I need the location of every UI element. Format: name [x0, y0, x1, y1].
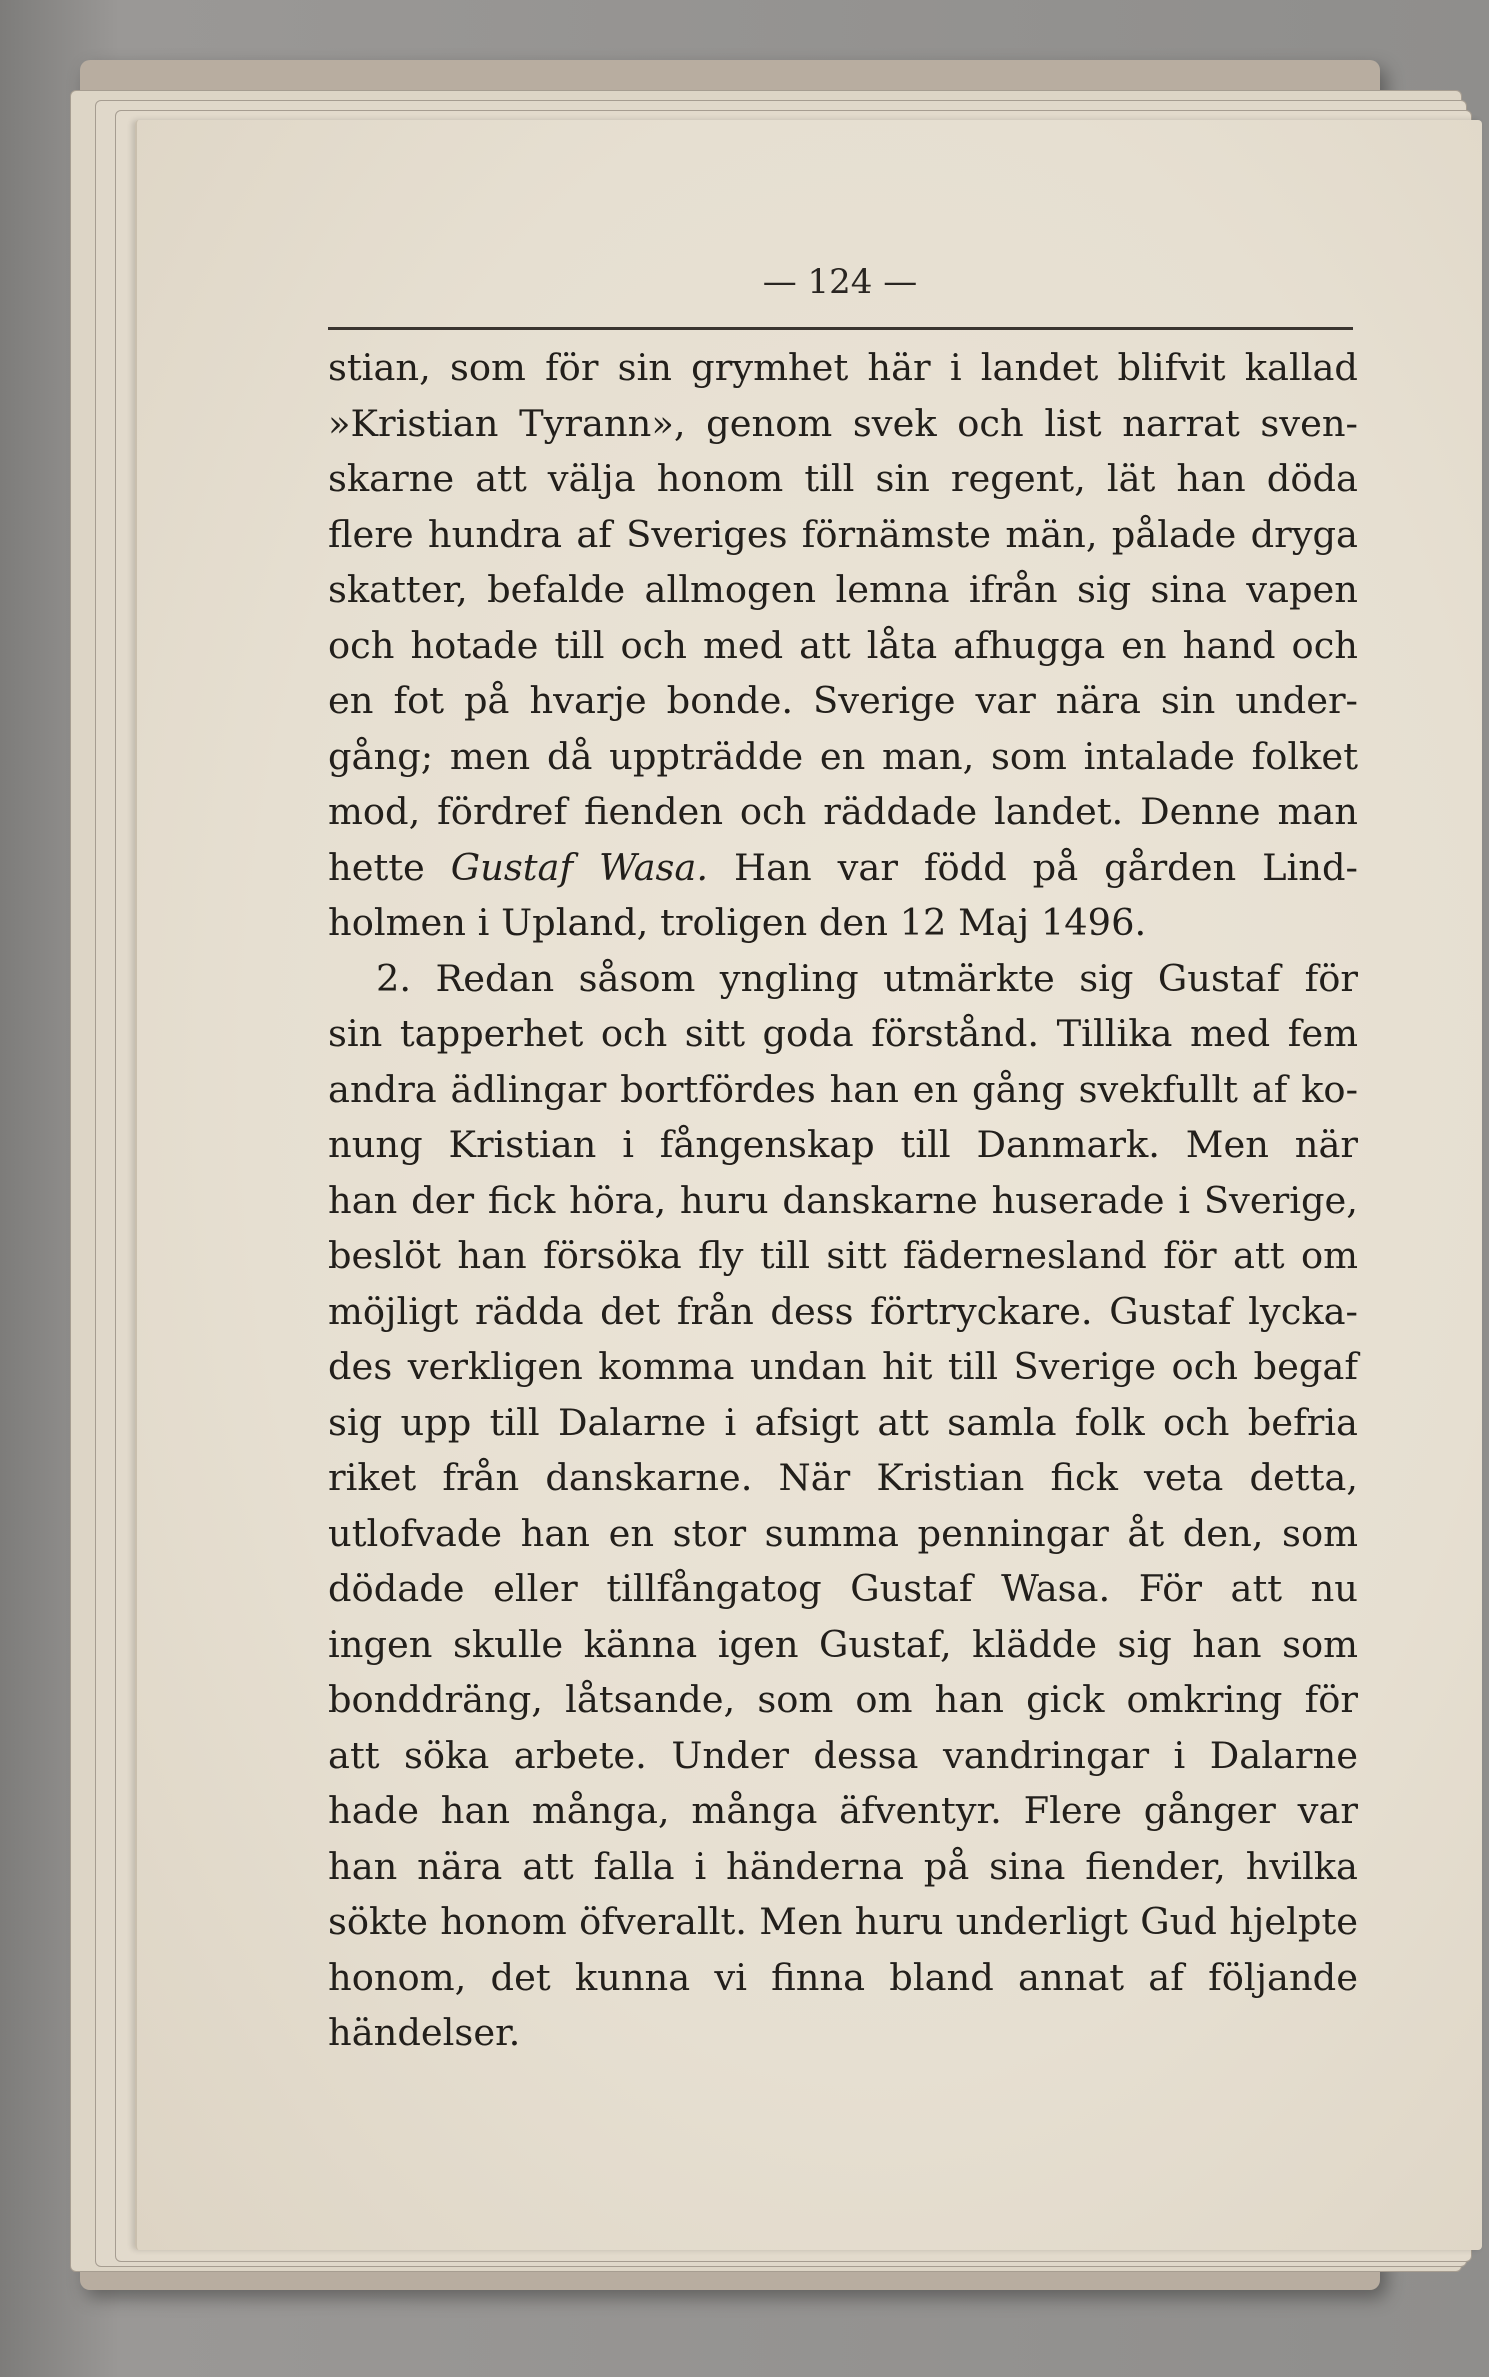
text-line: gång; men då uppträdde en man, som intalade folket: [328, 734, 1358, 778]
text-line: händelser.: [328, 2011, 521, 2054]
text-line: och hotade till och med att låta afhugga en hand och: [328, 623, 1358, 667]
text-line: stian, som för sin grymhet här i landet blifvit kallad: [328, 346, 1358, 389]
text-line: nung Kristian i fångenskap till Danmark. Men när: [328, 1123, 1358, 1166]
text-line: sökte honom öfverallt. Men huru underligt Gud hjelpte: [328, 1900, 1358, 1943]
text-line: bonddräng, låtsande, som om han gick omkring för: [328, 1678, 1358, 1721]
text-line: andra ädlingar bortfördes han en gång svekfullt af ko-: [328, 1067, 1358, 1111]
text-line: utlofvade han en stor summa penningar åt den, som: [328, 1511, 1358, 1555]
text-line: han nära att falla i händerna på sina fiender, hvilka: [328, 1844, 1358, 1888]
text-line: dödade eller tillfångatog Gustaf Wasa. För att nu: [328, 1567, 1358, 1610]
text-line: riket från danskarne. När Kristian fick veta detta,: [328, 1456, 1358, 1499]
text-line: mod, fördref fienden och räddade landet. Denne man: [328, 790, 1358, 833]
text-line: beslöt han försöka fly till sitt fädernesland för att om: [328, 1234, 1358, 1277]
text-line: flere hundra af Sveriges förnämste män, pålade dryga: [328, 512, 1358, 556]
text-line: sig upp till Dalarne i afsigt att samla folk och befria: [328, 1400, 1358, 1444]
text-line: hade han många, många äfventyr. Flere gånger var: [328, 1789, 1358, 1832]
text-line: skatter, befalde allmogen lemna ifrån sig sina vapen: [328, 568, 1358, 611]
text-line: honom, det kunna vi finna bland annat af följande: [328, 1955, 1358, 1999]
text-line: sin tapperhet och sitt goda förstånd. Tillika med fem: [328, 1012, 1358, 1055]
text-line: att söka arbete. Under dessa vandringar i Dalarne: [328, 1733, 1358, 1777]
text-line: 2. Redan såsom yngling utmärkte sig Gustaf för: [376, 956, 1358, 1000]
text-line-gustaf: [328, 840, 1358, 896]
text-line: »Kristian Tyrann», genom svek och list narrat sven-: [328, 401, 1358, 445]
text-line: en fot på hvarje bonde. Sverige var nära sin under-: [328, 679, 1358, 722]
text-line: ingen skulle känna igen Gustaf, klädde sig han som: [328, 1622, 1358, 1666]
text-line: skarne att välja honom till sin regent, lät han döda: [328, 457, 1358, 500]
body-text: [328, 340, 1358, 2061]
name-italic: Gustaf Wasa.: [450, 845, 709, 889]
text-line: möjligt rädda det från dess förtryckare. Gustaf lycka-: [328, 1289, 1358, 1333]
text-fragment: Han var född på gården Lind-: [708, 845, 1358, 889]
text-line: des verkligen komma undan hit till Sverige och begaf: [328, 1345, 1358, 1388]
text-line: holmen i Upland, troligen den 12 Maj 1496.: [328, 901, 1147, 944]
header-rule: [328, 327, 1353, 330]
text-line: han der fick höra, huru danskarne huserade i Sverige,: [328, 1178, 1358, 1222]
page-number: — 124 —: [762, 262, 918, 302]
text-fragment: hette: [328, 845, 451, 889]
